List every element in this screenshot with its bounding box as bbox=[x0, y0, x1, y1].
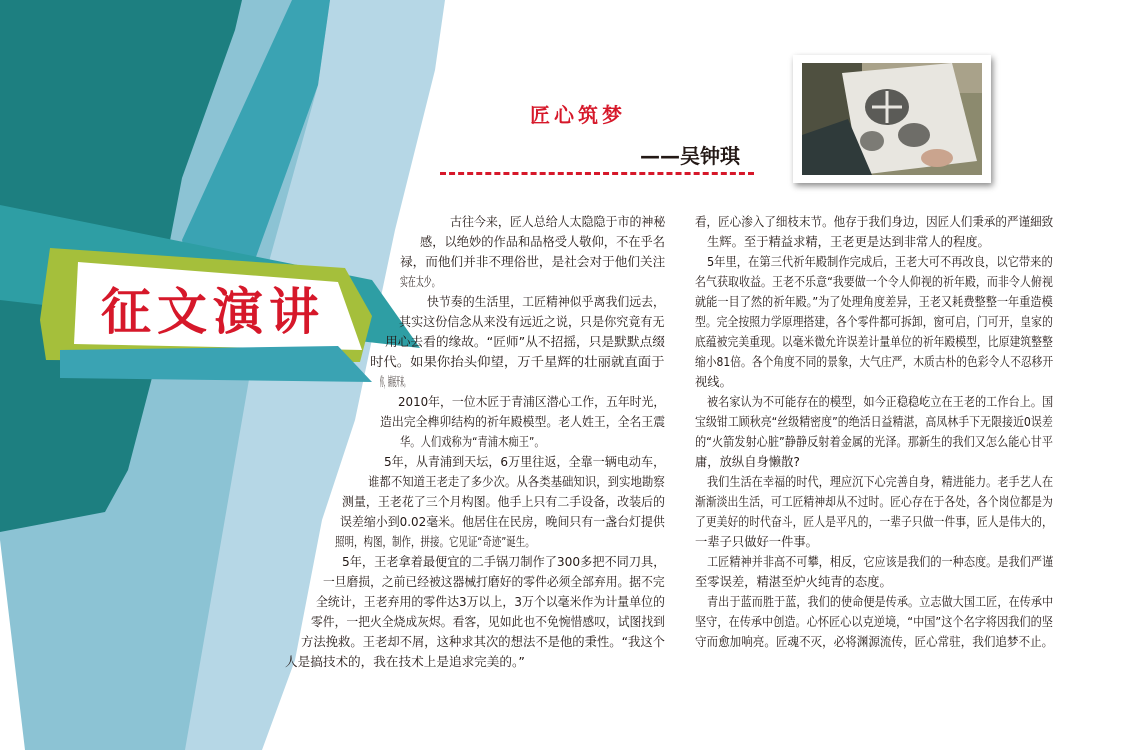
left-column-line: 快节奏的生活里，工匠精神似乎离我们远去， bbox=[427, 295, 665, 309]
right-column-line: 被名家认为不可能存在的模型，如今正稳稳屹立在王老的工作台上。国 bbox=[707, 395, 1054, 409]
right-column-line: 工匠精神并非高不可攀，相反，它应该是我们的一种态度。是我们严谨 bbox=[707, 555, 1054, 569]
left-column-line: 感，以绝妙的作品和品格受人敬仰，不在乎名 bbox=[420, 235, 665, 249]
left-column-line: 2010年，一位木匠于青浦区潜心工作，五年时光， bbox=[398, 395, 666, 409]
right-column-line: 缩小81倍。各个角度不同的景象，大气庄严，木质古朴的色彩令人不忍移开 bbox=[695, 355, 1054, 369]
right-column-line: 庸，放纵自身懒散? bbox=[695, 455, 800, 469]
right-column-line: 一辈子只做好一件事。 bbox=[695, 535, 818, 549]
left-column-line: 方法挽救。王老却不屑，这种求其次的想法不是他的秉性。“我这个 bbox=[301, 635, 665, 649]
right-column-line: 就能一目了然的祈年殿。”为了处理角度差异，王老又耗费整整一年重造模 bbox=[695, 295, 1053, 309]
right-column-line: 坚守，在传承中创造。心怀匠心以克逆境，“中国”这个名字将因我们的坚 bbox=[695, 615, 1053, 629]
left-column-line: 零件，一把火全烧成灰烬。看客，见如此也不免惋惜感叹，试图找到 bbox=[311, 615, 665, 629]
right-column-line: 渐渐淡出生活，可工匠精神却从不过时。匠心存在于各处，各个岗位都是为 bbox=[695, 495, 1053, 509]
left-column-line: 时代。如果你抬头仰望，万千星辉的壮丽就直面于 bbox=[370, 355, 665, 369]
left-column-line: 照明，构图，制作，拼接。它见证“奇迹”诞生。 bbox=[335, 535, 535, 549]
right-column-line: 青出于蓝而胜于蓝，我们的使命便是传承。立志做大国工匠，在传承中 bbox=[707, 595, 1054, 609]
right-column-line: 看，匠心渗入了细枝末节。他存于我们身边，因匠人们秉承的严谨細致 bbox=[695, 215, 1054, 229]
left-column-line: 造出完全榫卯结构的祈年殿模型。老人姓王，全名王震 bbox=[380, 415, 666, 429]
title-divider bbox=[440, 172, 754, 175]
sketch-drawing-photo-icon bbox=[802, 63, 982, 175]
left-column-line: 实在太少。 bbox=[400, 275, 440, 289]
left-column-line: 一旦磨损，之前已经被这器械打磨好的零件必须全部弃用。据不完 bbox=[323, 575, 665, 589]
right-column-line: 的“火箭发射心脏”静静反射着金属的光泽。那新生的我们又怎么能心甘平 bbox=[695, 435, 1053, 449]
left-column-line: 人是搞技术的，我在技术上是追求完美的。” bbox=[285, 655, 525, 669]
right-column-line: 型。完全按照力学原理搭建，各个零件都可拆卸，窗可启，门可开，皇家的 bbox=[695, 315, 1053, 329]
left-column-line: 禄，而他们并非不理俗世，是社会对于他们关注 bbox=[400, 255, 666, 269]
right-column-line: 生辉。至于精益求精，王老更是达到非常人的程度。 bbox=[707, 235, 990, 249]
left-column-line: 全统计，王老弃用的零件达3万以上，3万个以毫米作为计量单位的 bbox=[316, 595, 665, 609]
left-column-line: 5年，王老拿着最便宜的二手锅刀制作了300多把不同刀具， bbox=[342, 555, 666, 569]
right-column-line: 5年里，在第三代祈年殿制作完成后，王老大可不再改良，以它带来的 bbox=[707, 255, 1053, 269]
left-column-line: 古往今来，匠人总给人太隐隐于市的神秘 bbox=[450, 215, 666, 229]
left-column-line: 误差缩小到0.02毫米。他居住在民房，晚间只有一盏台灯提供 bbox=[340, 515, 665, 529]
right-column-line: 底蕴被完美重现。以毫米微允许误差计量单位的祈年殿模型，比原建筑整整 bbox=[695, 335, 1053, 349]
left-column-line: 用心去看的缘故。“匠师”从不招摇，只是默默点缀 bbox=[385, 335, 665, 349]
article-title: 匠心筑梦 bbox=[530, 103, 626, 127]
right-column-line: 宝级钳工顾秋亮“丝级精密度”的绝活日益精湛，高凤林手下无限接近0误差 bbox=[695, 415, 1053, 429]
left-column-line: 你，铺展开来。 bbox=[380, 375, 409, 389]
left-column-line: 其实这份信念从来没有远近之说，只是你究竟有无 bbox=[399, 315, 665, 329]
left-column-line: 华。人们戏称为“青浦木痴王”。 bbox=[400, 435, 545, 449]
right-column-line: 视线。 bbox=[695, 375, 732, 389]
left-column-line: 5年，从青浦到天坛，6万里往返，全靠一辆电动车， bbox=[384, 455, 666, 469]
teal-banner-edge bbox=[60, 346, 372, 382]
left-column-line: 测量，王老花了三个月构图。他手上只有二手设备，改装后的 bbox=[342, 495, 666, 509]
banner-label: 征文演讲 bbox=[101, 283, 325, 341]
right-column-line: 至零误差，精湛至炉火纯青的态度。 bbox=[695, 575, 892, 589]
article-author: ——吴钟琪 bbox=[640, 144, 740, 168]
right-column-line: 了更美好的时代奋斗，匠人是平凡的，一辈子只做一件事，匠人是伟大的， bbox=[695, 515, 1053, 529]
right-column-line: 名气获取收益。王老不乐意“我要做一个令人仰视的祈年殿，而非令人俯视 bbox=[695, 275, 1053, 289]
right-column-line: 我们生活在幸福的时代，理应沉下心完善自身，精进能力。老手艺人在 bbox=[707, 475, 1054, 489]
left-column-line: 谁都不知道王老走了多少次。从各类基础知识，到实地勘察 bbox=[368, 475, 665, 489]
right-column-line: 守而愈加响亮。匠魂不灭，必将渊源流传，匠心常驻，我们追梦不止。 bbox=[695, 635, 1054, 649]
sketch-photo bbox=[793, 55, 991, 183]
